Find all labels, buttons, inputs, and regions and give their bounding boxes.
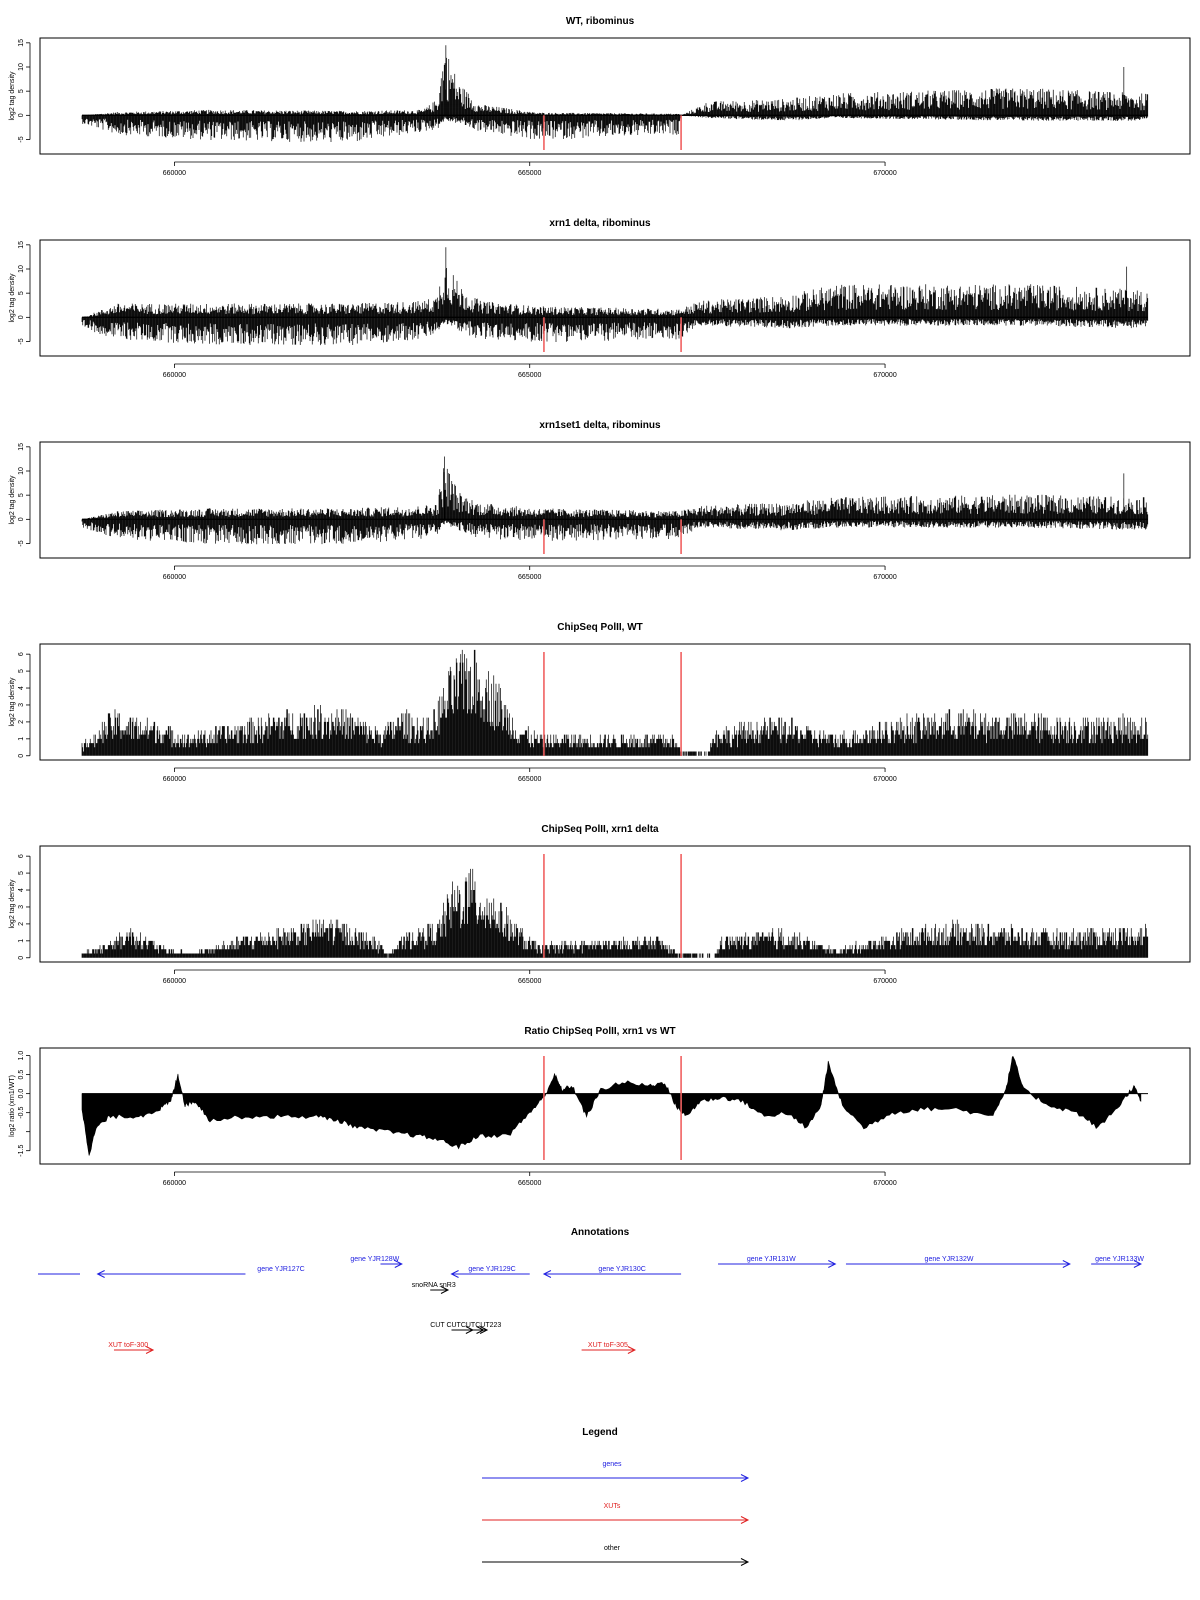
x-tick-label: 660000 — [162, 372, 187, 379]
annotation-feature — [582, 1342, 635, 1354]
density-bar-series — [82, 457, 1148, 545]
track-panel — [9, 218, 1190, 379]
feature-label: snoRNA snR3 — [411, 1282, 456, 1289]
y-tick-label: 15 — [18, 38, 25, 47]
feature-label: XUT toF-300 — [108, 1342, 149, 1349]
feature-label: gene YJR129C — [468, 1266, 516, 1273]
density-bars — [82, 457, 1148, 545]
panel-title: Ratio ChipSeq PolII, xrn1 vs WT — [524, 1026, 676, 1037]
x-tick-label: 660000 — [162, 978, 187, 985]
annotation-feature — [452, 1266, 530, 1278]
panel-title: ChipSeq PolII, xrn1 delta — [541, 824, 659, 835]
annotation-feature — [412, 1282, 456, 1294]
x-tick-label: 660000 — [162, 170, 187, 177]
y-tick-label: 0 — [18, 955, 25, 960]
annotation-feature — [430, 1322, 501, 1334]
y-tick-label: 15 — [18, 240, 25, 249]
density-bar-series — [82, 45, 1148, 142]
annotation-features — [38, 1256, 1144, 1354]
y-axis-label: log2 tag density — [9, 879, 16, 929]
density-bars — [82, 869, 1148, 958]
y-tick-label: -5 — [18, 540, 25, 547]
y-tick-label: 0.5 — [18, 1069, 25, 1080]
y-tick-label: 4 — [18, 888, 25, 892]
y-tick-label: 0.0 — [18, 1088, 25, 1099]
panel-title: WT, ribominus — [565, 16, 635, 27]
track-panel — [9, 824, 1190, 985]
x-tick-label: 670000 — [873, 1180, 897, 1187]
y-tick-label: 3 — [18, 905, 25, 909]
y-tick-label: -0.5 — [18, 1106, 25, 1119]
y-tick-label: -1.5 — [18, 1144, 25, 1157]
y-tick-label: 1 — [18, 736, 25, 741]
density-bar-series — [82, 650, 1148, 756]
y-tick-label: 2 — [18, 921, 25, 926]
density-bars — [82, 650, 1148, 756]
x-tick-label: 665000 — [518, 574, 542, 581]
annotation-feature — [846, 1256, 1070, 1268]
x-tick-label: 670000 — [873, 574, 897, 581]
annotation-feature — [108, 1342, 153, 1354]
track-panel — [9, 622, 1190, 783]
y-axis-label: log2 ratio (xrn1/WT) — [9, 1075, 16, 1137]
track-panel — [9, 16, 1190, 177]
annotation-feature — [98, 1266, 305, 1278]
track-panels — [9, 16, 1190, 1187]
feature-label: XUT toF-305 — [587, 1342, 628, 1349]
x-tick-label: 665000 — [518, 1180, 542, 1187]
annotation-feature — [718, 1256, 835, 1268]
density-bars — [82, 247, 1148, 345]
y-tick-label: 0 — [18, 753, 25, 758]
legend-title: Legend — [582, 1427, 618, 1438]
legend-item — [482, 1503, 748, 1524]
panel-frame — [40, 442, 1190, 558]
feature-label: gene YJR128W — [350, 1256, 400, 1263]
annotations-title: Annotations — [570, 1227, 630, 1238]
annotation-feature — [544, 1266, 681, 1278]
y-axis-label: log2 tag density — [9, 475, 16, 525]
annotation-feature — [350, 1256, 401, 1268]
y-tick-label: 1 — [18, 938, 25, 943]
y-tick-label: 5 — [18, 89, 25, 94]
y-tick-label: 6 — [18, 652, 25, 657]
y-tick-label: 5 — [18, 871, 25, 876]
x-tick-label: 665000 — [518, 776, 542, 783]
y-tick-label: 5 — [18, 669, 25, 674]
x-tick-label: 660000 — [162, 574, 187, 581]
x-tick-label: 665000 — [518, 170, 542, 177]
x-tick-label: 665000 — [518, 978, 542, 985]
y-tick-label: 0 — [18, 315, 25, 320]
y-tick-label: 0 — [18, 113, 25, 118]
y-tick-label: 15 — [18, 442, 25, 451]
track-panel — [9, 420, 1190, 581]
density-bars — [82, 45, 1148, 142]
density-bar-series — [82, 247, 1148, 345]
panel-title: ChipSeq PolII, WT — [557, 622, 643, 633]
y-axis-label: log2 tag density — [9, 677, 16, 727]
legend-items — [482, 1461, 748, 1566]
legend-label: genes — [602, 1461, 622, 1468]
y-tick-label: 0 — [18, 517, 25, 522]
y-tick-label: 5 — [18, 291, 25, 296]
x-tick-label: 660000 — [162, 1180, 187, 1187]
x-tick-label: 670000 — [873, 372, 897, 379]
x-tick-label: 670000 — [873, 170, 897, 177]
legend-item — [482, 1545, 748, 1566]
y-tick-label: 1.0 — [18, 1050, 25, 1061]
legend-item — [482, 1461, 748, 1482]
panel-title: xrn1 delta, ribominus — [549, 218, 651, 229]
y-axis-label: log2 tag density — [9, 273, 16, 323]
feature-label: gene YJR133W — [1095, 1256, 1145, 1263]
track-panel — [9, 1026, 1190, 1187]
panel-title: xrn1set1 delta, ribominus — [539, 420, 661, 431]
y-axis-label: log2 tag density — [9, 71, 16, 121]
y-tick-label: 4 — [18, 686, 25, 690]
x-tick-label: 665000 — [518, 372, 542, 379]
x-tick-label: 660000 — [162, 776, 187, 783]
legend-label: other — [604, 1545, 620, 1552]
y-tick-label: -5 — [18, 136, 25, 143]
feature-label: gene YJR132W — [924, 1256, 974, 1263]
annotation-feature — [1091, 1256, 1144, 1268]
x-tick-label: 670000 — [873, 978, 897, 985]
feature-label: gene YJR131W — [746, 1256, 796, 1263]
y-tick-label: 2 — [18, 719, 25, 724]
y-tick-label: 5 — [18, 493, 25, 498]
annotations-track — [38, 1227, 1144, 1354]
y-tick-label: 10 — [18, 265, 25, 273]
y-tick-label: 6 — [18, 854, 25, 859]
density-bar-series — [82, 869, 1148, 958]
x-tick-label: 670000 — [873, 776, 897, 783]
feature-label: CUT CUTCUTCUT223 — [430, 1322, 502, 1329]
y-tick-label: 10 — [18, 467, 25, 475]
ratio-area — [82, 1056, 1141, 1155]
y-tick-label: 3 — [18, 703, 25, 707]
y-tick-label: -5 — [18, 338, 25, 345]
feature-label: gene YJR127C — [257, 1266, 305, 1273]
legend — [482, 1427, 748, 1566]
legend-label: XUTs — [603, 1503, 621, 1510]
feature-label: gene YJR130C — [598, 1266, 646, 1273]
y-tick-label: 10 — [18, 63, 25, 71]
